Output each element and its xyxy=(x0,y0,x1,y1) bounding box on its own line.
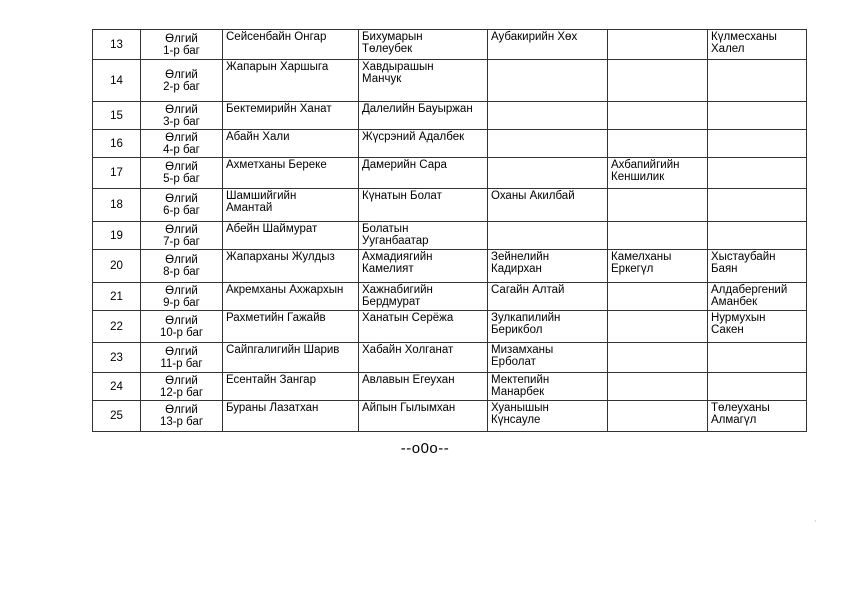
name-cell-5 xyxy=(708,130,807,158)
row-number: 22 xyxy=(93,311,141,343)
name-cell-1: Жапарын Харшыга xyxy=(223,60,359,102)
name-cell-1: Жапарханы Жулдыз xyxy=(223,250,359,283)
row-number: 17 xyxy=(93,158,141,189)
name-cell-1: Бураны Лазатхан xyxy=(223,401,359,432)
name-cell-5 xyxy=(708,343,807,373)
table-row xyxy=(93,222,807,250)
row-number: 14 xyxy=(93,60,141,102)
table-row xyxy=(93,311,807,343)
name-cell-4 xyxy=(608,60,708,102)
name-cell-2: Айпын Гылымхан xyxy=(359,401,488,432)
name-cell-2: Жүсрэний Адалбек xyxy=(359,130,488,158)
name-cell-1: Сайпгалигийн Шарив xyxy=(223,343,359,373)
name-cell-5 xyxy=(708,222,807,250)
row-number: 25 xyxy=(93,401,141,432)
bag-cell: Өлгий 4-р баг xyxy=(141,130,223,158)
name-cell-1: Рахметийн Гажайв xyxy=(223,311,359,343)
name-cell-3 xyxy=(488,102,608,130)
row-number: 18 xyxy=(93,189,141,222)
table-row xyxy=(93,30,807,60)
name-cell-4 xyxy=(608,311,708,343)
name-cell-4: Камелханы Еркегүл xyxy=(608,250,708,283)
table-row xyxy=(93,401,807,432)
name-cell-2: Бихумарын Төлеубек xyxy=(359,30,488,60)
table-row xyxy=(93,130,807,158)
name-cell-5 xyxy=(708,158,807,189)
bag-cell: Өлгий 2-р баг xyxy=(141,60,223,102)
table-row xyxy=(93,189,807,222)
name-cell-5: Төлеуханы Алмагүл xyxy=(708,401,807,432)
bag-cell: Өлгий 3-р баг xyxy=(141,102,223,130)
bag-cell: Өлгий 1-р баг xyxy=(141,30,223,60)
end-of-document-mark: --o0o-- xyxy=(400,440,450,457)
name-cell-2: Хавдырашын Манчук xyxy=(359,60,488,102)
name-cell-5 xyxy=(708,373,807,401)
name-cell-2: Ахмадиягийн Камелият xyxy=(359,250,488,283)
name-cell-2: Ханатын Серёжа xyxy=(359,311,488,343)
name-cell-3: Мизамханы Ерболат xyxy=(488,343,608,373)
row-number: 19 xyxy=(93,222,141,250)
name-cell-4 xyxy=(608,189,708,222)
bag-cell: Өлгий 11-р баг xyxy=(141,343,223,373)
name-cell-5 xyxy=(708,102,807,130)
name-cell-4 xyxy=(608,373,708,401)
bag-cell: Өлгий 7-р баг xyxy=(141,222,223,250)
row-number: 16 xyxy=(93,130,141,158)
bag-cell: Өлгий 6-р баг xyxy=(141,189,223,222)
name-cell-1: Бектемирийн Ханат xyxy=(223,102,359,130)
bag-cell: Өлгий 13-р баг xyxy=(141,401,223,432)
table-row xyxy=(93,250,807,283)
bag-cell: Өлгий 9-р баг xyxy=(141,283,223,311)
name-cell-5 xyxy=(708,60,807,102)
name-cell-3 xyxy=(488,158,608,189)
name-cell-5: Күлмесханы Халел xyxy=(708,30,807,60)
name-cell-2: Күнатын Болат xyxy=(359,189,488,222)
name-cell-1: Акремханы Ахжархын xyxy=(223,283,359,311)
row-number: 15 xyxy=(93,102,141,130)
bag-cell: Өлгий 8-р баг xyxy=(141,250,223,283)
table-row xyxy=(93,283,807,311)
name-cell-3 xyxy=(488,222,608,250)
name-cell-4 xyxy=(608,283,708,311)
table-row xyxy=(93,158,807,189)
roster-table xyxy=(92,29,807,432)
bag-cell: Өлгий 5-р баг xyxy=(141,158,223,189)
name-cell-5 xyxy=(708,189,807,222)
name-cell-4 xyxy=(608,401,708,432)
name-cell-4: Ахбапийгийн Кеншилик xyxy=(608,158,708,189)
row-number: 21 xyxy=(93,283,141,311)
name-cell-4 xyxy=(608,130,708,158)
name-cell-3 xyxy=(488,60,608,102)
name-cell-5: Хыстаубайн Баян xyxy=(708,250,807,283)
bag-cell: Өлгий 10-р баг xyxy=(141,311,223,343)
row-number: 24 xyxy=(93,373,141,401)
table-row xyxy=(93,373,807,401)
table-row xyxy=(93,343,807,373)
roster-body xyxy=(93,30,807,432)
scan-speck: · xyxy=(814,517,817,526)
name-cell-2: Дамерийн Сара xyxy=(359,158,488,189)
name-cell-3: Аубакирийн Хөх xyxy=(488,30,608,60)
name-cell-1: Есентайн Зангар xyxy=(223,373,359,401)
name-cell-1: Шамшийгийн Амантай xyxy=(223,189,359,222)
name-cell-1: Ахметханы Береке xyxy=(223,158,359,189)
name-cell-5: Алдабергений Аманбек xyxy=(708,283,807,311)
row-number: 23 xyxy=(93,343,141,373)
table-row xyxy=(93,60,807,102)
row-number: 20 xyxy=(93,250,141,283)
name-cell-4 xyxy=(608,30,708,60)
name-cell-3: Мектепийн Манарбек xyxy=(488,373,608,401)
name-cell-1: Абейн Шаймурат xyxy=(223,222,359,250)
table-row xyxy=(93,102,807,130)
name-cell-4 xyxy=(608,102,708,130)
name-cell-3 xyxy=(488,130,608,158)
name-cell-5: Нурмухын Сакен xyxy=(708,311,807,343)
name-cell-3: Зулкапилийн Берикбол xyxy=(488,311,608,343)
name-cell-2: Хабайн Холганат xyxy=(359,343,488,373)
name-cell-2: Болатын Ууганбаатар xyxy=(359,222,488,250)
name-cell-3: Сагайн Алтай xyxy=(488,283,608,311)
name-cell-1: Сейсенбайн Онгар xyxy=(223,30,359,60)
name-cell-1: Абайн Хали xyxy=(223,130,359,158)
name-cell-2: Хажнабигийн Бердмурат xyxy=(359,283,488,311)
name-cell-2: Далелийн Бауыржан xyxy=(359,102,488,130)
row-number: 13 xyxy=(93,30,141,60)
bag-cell: Өлгий 12-р баг xyxy=(141,373,223,401)
name-cell-2: Авлавын Егеухан xyxy=(359,373,488,401)
name-cell-4 xyxy=(608,222,708,250)
name-cell-3: Оханы Акилбай xyxy=(488,189,608,222)
name-cell-3: Хуанышын Күнсауле xyxy=(488,401,608,432)
name-cell-3: Зейнелийн Кадирхан xyxy=(488,250,608,283)
name-cell-4 xyxy=(608,343,708,373)
